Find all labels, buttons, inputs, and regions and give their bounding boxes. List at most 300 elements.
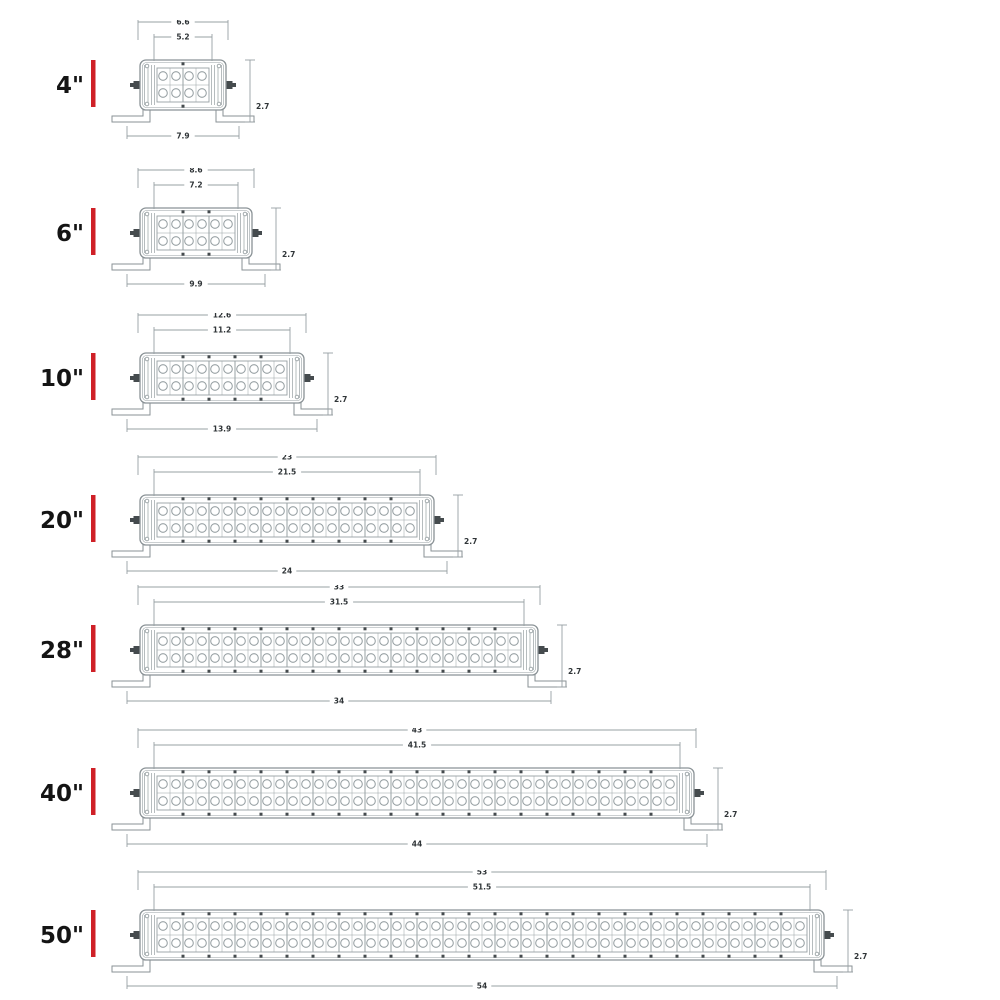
- led-optic: [328, 922, 337, 931]
- rail-screw: [338, 627, 341, 630]
- rail-screw: [338, 670, 341, 673]
- led-optic: [237, 780, 246, 789]
- led-optic: [341, 780, 350, 789]
- rail-screw: [390, 627, 393, 630]
- led-optic: [224, 637, 233, 646]
- led-optic: [159, 524, 168, 533]
- led-optic: [445, 797, 454, 806]
- rail-screw: [494, 912, 497, 915]
- led-optic: [341, 654, 350, 663]
- led-optic: [289, 939, 298, 948]
- size-row-20in: [0, 455, 1000, 590]
- led-optic: [198, 220, 207, 229]
- rail-screw: [468, 670, 471, 673]
- side-bolt-right: [824, 931, 831, 939]
- led-optic: [185, 72, 194, 81]
- led-optic: [627, 780, 636, 789]
- rail-screw: [546, 813, 549, 816]
- dimension-value: 6.6: [176, 20, 190, 27]
- led-optic: [614, 797, 623, 806]
- led-optic: [367, 637, 376, 646]
- led-optic: [744, 922, 753, 931]
- led-optic: [367, 524, 376, 533]
- rail-screw: [208, 627, 211, 630]
- led-optic: [432, 939, 441, 948]
- rail-screw: [494, 770, 497, 773]
- led-optic: [159, 797, 168, 806]
- led-optic: [185, 780, 194, 789]
- size-label: 20": [40, 508, 84, 534]
- corner-screw: [243, 212, 247, 216]
- led-optic: [276, 654, 285, 663]
- led-optic: [419, 780, 428, 789]
- led-optic: [367, 507, 376, 516]
- led-optic: [185, 524, 194, 533]
- side-bolt-right: [694, 789, 701, 797]
- rail-screw: [208, 210, 211, 213]
- led-optic: [159, 922, 168, 931]
- led-optic: [328, 507, 337, 516]
- led-optic: [549, 922, 558, 931]
- dimension-value: 13.9: [212, 424, 232, 434]
- rail-screw: [494, 627, 497, 630]
- accent-bar: [91, 60, 96, 107]
- corner-screw: [217, 64, 221, 68]
- led-optic: [172, 507, 181, 516]
- accent-bar: [91, 910, 96, 957]
- led-optic: [198, 939, 207, 948]
- side-bolt-left-tip: [130, 791, 134, 795]
- led-optic: [315, 780, 324, 789]
- dimension-value: 2.7: [256, 102, 270, 111]
- rail-screw: [182, 398, 185, 401]
- rail-screw: [442, 670, 445, 673]
- led-optic: [159, 780, 168, 789]
- led-optic: [666, 780, 675, 789]
- rail-screw: [312, 912, 315, 915]
- led-optic: [380, 637, 389, 646]
- rail-screw: [520, 813, 523, 816]
- led-optic: [276, 922, 285, 931]
- led-optic: [211, 524, 220, 533]
- led-optic: [159, 237, 168, 246]
- led-optic: [237, 382, 246, 391]
- led-optic: [250, 939, 259, 948]
- led-optic: [237, 637, 246, 646]
- led-optic: [250, 507, 259, 516]
- led-optic: [315, 507, 324, 516]
- led-optic: [185, 922, 194, 931]
- rail-screw: [494, 955, 497, 958]
- rail-screw: [312, 770, 315, 773]
- corner-screw: [145, 914, 149, 918]
- led-optic: [341, 637, 350, 646]
- led-optic: [497, 939, 506, 948]
- led-optic: [302, 797, 311, 806]
- lightbar-diagram: [0, 168, 1000, 303]
- rail-screw: [260, 540, 263, 543]
- rail-screw: [208, 770, 211, 773]
- led-optic: [419, 797, 428, 806]
- rail-screw: [390, 912, 393, 915]
- rail-screw: [442, 912, 445, 915]
- led-optic: [510, 922, 519, 931]
- corner-screw: [685, 810, 689, 814]
- led-optic: [523, 939, 532, 948]
- led-optic: [341, 939, 350, 948]
- dimension-value: 2.7: [854, 952, 868, 961]
- led-optic: [484, 780, 493, 789]
- led-optic: [198, 780, 207, 789]
- led-optic: [432, 922, 441, 931]
- led-optic: [315, 524, 324, 533]
- rail-screw: [416, 912, 419, 915]
- dimension-value: 7.9: [176, 131, 190, 141]
- rail-screw: [624, 813, 627, 816]
- led-optic: [523, 797, 532, 806]
- rail-screw: [338, 540, 341, 543]
- led-optic: [510, 797, 519, 806]
- led-optic: [198, 72, 207, 81]
- led-optic: [393, 524, 402, 533]
- led-optic: [328, 797, 337, 806]
- led-optic: [406, 637, 415, 646]
- rail-screw: [442, 955, 445, 958]
- led-optic: [211, 220, 220, 229]
- corner-screw: [425, 499, 429, 503]
- led-optic: [263, 524, 272, 533]
- led-optic: [692, 922, 701, 931]
- rail-screw: [442, 770, 445, 773]
- led-optic: [510, 780, 519, 789]
- led-optic: [549, 797, 558, 806]
- dimension-value: 5.2: [176, 32, 190, 42]
- rail-screw: [182, 105, 185, 108]
- led-optic: [484, 797, 493, 806]
- rail-screw: [312, 670, 315, 673]
- rail-screw: [312, 627, 315, 630]
- rail-screw: [182, 627, 185, 630]
- rail-screw: [286, 540, 289, 543]
- led-optic: [679, 922, 688, 931]
- led-optic: [276, 780, 285, 789]
- led-optic: [640, 780, 649, 789]
- led-optic: [172, 89, 181, 98]
- rail-screw: [208, 912, 211, 915]
- rail-screw: [468, 770, 471, 773]
- led-optic: [302, 507, 311, 516]
- led-optic: [393, 922, 402, 931]
- led-optic: [497, 780, 506, 789]
- rail-screw: [416, 813, 419, 816]
- led-optic: [432, 654, 441, 663]
- rail-screw: [650, 912, 653, 915]
- side-bolt-right-tip: [545, 648, 549, 652]
- rail-screw: [260, 912, 263, 915]
- led-optic: [185, 365, 194, 374]
- rail-screw: [260, 955, 263, 958]
- led-optic: [237, 365, 246, 374]
- led-optic: [250, 365, 259, 374]
- accent-bar: [91, 625, 96, 672]
- led-optic: [445, 637, 454, 646]
- led-optic: [315, 939, 324, 948]
- led-optic: [198, 237, 207, 246]
- led-optic: [497, 797, 506, 806]
- led-optic: [536, 922, 545, 931]
- led-optic: [575, 939, 584, 948]
- led-optic: [731, 922, 740, 931]
- rail-screw: [416, 627, 419, 630]
- rail-screw: [338, 497, 341, 500]
- led-optic: [640, 939, 649, 948]
- rail-screw: [572, 912, 575, 915]
- led-optic: [172, 637, 181, 646]
- led-optic: [718, 939, 727, 948]
- led-optic: [224, 922, 233, 931]
- led-optic: [393, 780, 402, 789]
- rail-screw: [234, 670, 237, 673]
- led-optic: [224, 365, 233, 374]
- rail-screw: [416, 955, 419, 958]
- led-optic: [159, 365, 168, 374]
- size-row-6in: [0, 168, 1000, 303]
- rail-screw: [208, 670, 211, 673]
- rail-screw: [208, 355, 211, 358]
- rail-screw: [208, 497, 211, 500]
- corner-screw: [243, 250, 247, 254]
- led-optic: [653, 922, 662, 931]
- rail-screw: [260, 627, 263, 630]
- led-optic: [172, 524, 181, 533]
- led-optic: [172, 780, 181, 789]
- rail-screw: [468, 813, 471, 816]
- rail-screw: [182, 253, 185, 256]
- led-optic: [328, 780, 337, 789]
- rail-screw: [338, 813, 341, 816]
- led-optic: [263, 382, 272, 391]
- led-optic: [172, 654, 181, 663]
- dimension-value: 21.5: [277, 467, 297, 477]
- rail-screw: [182, 497, 185, 500]
- accent-bar: [91, 495, 96, 542]
- led-optic: [575, 922, 584, 931]
- corner-screw: [145, 102, 149, 106]
- led-optic: [354, 637, 363, 646]
- side-bolt-right: [538, 646, 545, 654]
- led-optic: [627, 939, 636, 948]
- led-optic: [354, 654, 363, 663]
- led-optic: [224, 797, 233, 806]
- led-optic: [562, 939, 571, 948]
- led-optic: [159, 89, 168, 98]
- led-optic: [328, 637, 337, 646]
- corner-screw: [145, 810, 149, 814]
- led-optic: [276, 382, 285, 391]
- led-optic: [770, 939, 779, 948]
- rail-screw: [624, 770, 627, 773]
- led-optic: [172, 797, 181, 806]
- dimension-value: 34: [333, 696, 345, 706]
- led-optic: [380, 654, 389, 663]
- dimension-value: 51.5: [472, 882, 492, 892]
- rail-screw: [312, 540, 315, 543]
- led-optic: [640, 797, 649, 806]
- led-optic: [159, 507, 168, 516]
- led-optic: [224, 382, 233, 391]
- led-optic: [250, 524, 259, 533]
- side-bolt-right-tip: [311, 376, 315, 380]
- dimension-value: 43: [411, 728, 423, 735]
- led-optic: [588, 939, 597, 948]
- dimension-value: 41.5: [407, 740, 427, 750]
- led-optic: [471, 654, 480, 663]
- led-optic: [601, 922, 610, 931]
- rail-screw: [234, 955, 237, 958]
- led-optic: [744, 939, 753, 948]
- led-optic: [705, 939, 714, 948]
- corner-screw: [145, 537, 149, 541]
- led-optic: [653, 780, 662, 789]
- led-optic: [653, 939, 662, 948]
- lightbar-diagram: [0, 585, 1000, 720]
- led-optic: [497, 637, 506, 646]
- rail-screw: [182, 770, 185, 773]
- led-optic: [315, 637, 324, 646]
- led-optic: [328, 524, 337, 533]
- accent-bar: [91, 208, 96, 255]
- rail-screw: [182, 210, 185, 213]
- led-optic: [185, 89, 194, 98]
- led-optic: [289, 507, 298, 516]
- dimension-value: 8.6: [189, 168, 203, 175]
- rail-screw: [754, 912, 757, 915]
- led-optic: [302, 780, 311, 789]
- led-optic: [185, 237, 194, 246]
- led-optic: [393, 637, 402, 646]
- led-optic: [796, 939, 805, 948]
- size-label: 50": [40, 923, 84, 949]
- dimension-value: 12.6: [212, 313, 232, 320]
- led-optic: [406, 922, 415, 931]
- led-optic: [224, 507, 233, 516]
- size-label: 6": [56, 221, 84, 247]
- side-bolt-right: [304, 374, 311, 382]
- dimension-value: 33: [333, 585, 345, 592]
- led-optic: [237, 524, 246, 533]
- led-optic: [380, 939, 389, 948]
- led-optic: [198, 654, 207, 663]
- led-optic: [393, 939, 402, 948]
- size-row-28in: [0, 585, 1000, 720]
- led-optic: [198, 365, 207, 374]
- rail-screw: [390, 770, 393, 773]
- rail-screw: [676, 912, 679, 915]
- led-optic: [757, 939, 766, 948]
- rail-screw: [468, 912, 471, 915]
- led-optic: [445, 922, 454, 931]
- led-optic: [263, 797, 272, 806]
- led-optic: [380, 507, 389, 516]
- rail-screw: [208, 813, 211, 816]
- rail-screw: [390, 670, 393, 673]
- rail-screw: [572, 770, 575, 773]
- led-optic: [601, 797, 610, 806]
- led-optic: [172, 365, 181, 374]
- led-optic: [289, 797, 298, 806]
- rail-screw: [520, 770, 523, 773]
- corner-screw: [815, 914, 819, 918]
- rail-screw: [650, 770, 653, 773]
- rail-screw: [364, 912, 367, 915]
- rail-screw: [598, 813, 601, 816]
- led-optic: [601, 780, 610, 789]
- rail-screw: [260, 770, 263, 773]
- led-optic: [445, 780, 454, 789]
- led-optic: [380, 922, 389, 931]
- led-optic: [250, 637, 259, 646]
- led-optic: [484, 939, 493, 948]
- size-row-10in: [0, 313, 1000, 448]
- led-optic: [159, 654, 168, 663]
- rail-screw: [520, 912, 523, 915]
- led-optic: [432, 637, 441, 646]
- rail-screw: [182, 955, 185, 958]
- rail-screw: [208, 955, 211, 958]
- led-optic: [250, 382, 259, 391]
- side-bolt-left-tip: [130, 83, 134, 87]
- rail-screw: [728, 912, 731, 915]
- led-optic: [198, 524, 207, 533]
- led-optic: [341, 507, 350, 516]
- rail-screw: [364, 770, 367, 773]
- led-optic: [211, 797, 220, 806]
- rail-screw: [390, 497, 393, 500]
- led-optic: [159, 382, 168, 391]
- accent-bar: [91, 353, 96, 400]
- rail-screw: [546, 912, 549, 915]
- dimension-value: 2.7: [464, 537, 478, 546]
- dimension-value: 9.9: [189, 279, 203, 289]
- lightbar-diagram: [0, 20, 1000, 155]
- rail-screw: [364, 627, 367, 630]
- led-optic: [237, 939, 246, 948]
- dimension-value: 44: [411, 839, 423, 849]
- rail-screw: [598, 770, 601, 773]
- led-optic: [393, 797, 402, 806]
- rail-screw: [234, 497, 237, 500]
- corner-screw: [295, 357, 299, 361]
- rail-screw: [416, 670, 419, 673]
- corner-screw: [145, 499, 149, 503]
- led-optic: [289, 780, 298, 789]
- led-optic: [172, 382, 181, 391]
- rail-screw: [286, 627, 289, 630]
- led-optic: [276, 637, 285, 646]
- led-optic: [211, 382, 220, 391]
- rail-screw: [520, 955, 523, 958]
- led-optic: [198, 922, 207, 931]
- rail-screw: [286, 955, 289, 958]
- rail-screw: [546, 770, 549, 773]
- rail-screw: [182, 912, 185, 915]
- led-optic: [471, 939, 480, 948]
- lightbar-diagram: [0, 455, 1000, 590]
- led-optic: [159, 72, 168, 81]
- rail-screw: [702, 955, 705, 958]
- rail-screw: [182, 670, 185, 673]
- led-optic: [263, 922, 272, 931]
